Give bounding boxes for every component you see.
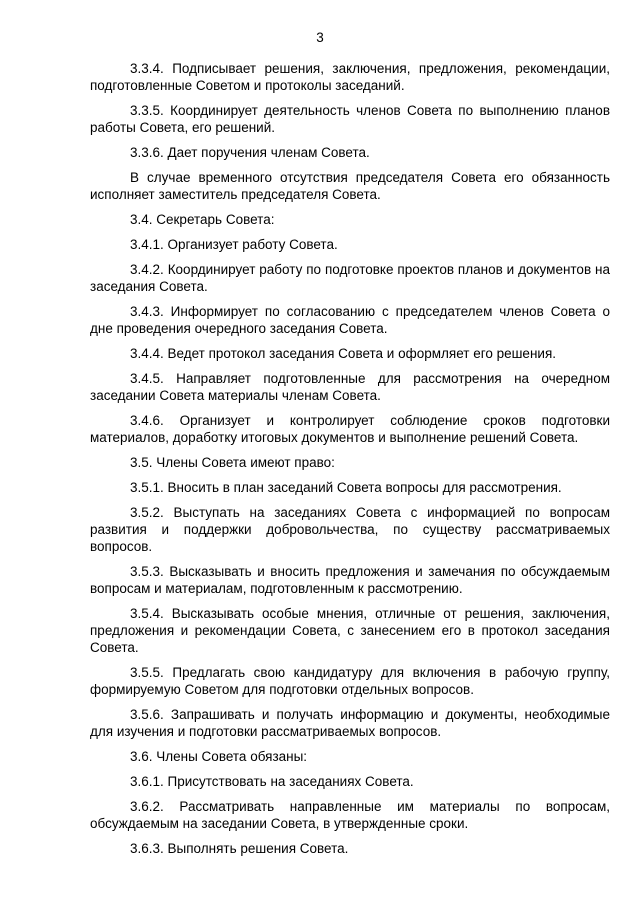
- page-number: 3: [316, 30, 324, 45]
- paragraph-3-4-1: 3.4.1. Организует работу Совета.: [130, 237, 338, 252]
- paragraph-3-6-3: 3.6.3. Выполнять решения Совета.: [130, 841, 349, 856]
- paragraph-3-5-5: 3.5.5. Предлагать свою кандидатуру для включения в рабочую группу, формируемую Советом для подготовки отдельных вопросов.: [90, 665, 610, 697]
- paragraph-3-6-2: 3.6.2. Рассматривать направленные им материалы по вопросам, обсуждаемым на заседании Совета, в утвержденные сроки.: [90, 799, 610, 831]
- paragraph-3-4: 3.4. Секретарь Совета:: [130, 212, 275, 227]
- paragraph-3-5: 3.5. Члены Совета имеют право:: [130, 455, 335, 470]
- paragraph-3-4-5: 3.4.5. Направляет подготовленные для рассмотрения на очередном заседании Совета материалы членам Совета.: [90, 371, 610, 403]
- paragraph-3-3-6: 3.3.6. Дает поручения членам Совета.: [130, 145, 370, 160]
- paragraph-3-5-4: 3.5.4. Высказывать особые мнения, отличные от решения, заключения, предложения и рекомендации Совета, с занесением его в протокол заседания Совета.: [90, 606, 610, 655]
- paragraph-3-4-3: 3.4.3. Информирует по согласованию с председателем членов Совета о дне проведения очередного заседания Совета.: [90, 304, 610, 336]
- paragraph-3-5-2: 3.5.2. Выступать на заседаниях Совета с информацией по вопросам развития и поддержки добровольчества, по существу рассматриваемых вопросов.: [90, 505, 610, 554]
- paragraph-deputy-note: В случае временного отсутствия председателя Совета его обязанность исполняет заместитель председателя Совета.: [90, 170, 610, 202]
- paragraph-3-3-4: 3.3.4. Подписывает решения, заключения, предложения, рекомендации, подготовленные Советом и протоколы заседаний.: [90, 61, 610, 93]
- paragraph-3-6: 3.6. Члены Совета обязаны:: [130, 749, 308, 764]
- paragraph-3-5-3: 3.5.3. Высказывать и вносить предложения и замечания по обсуждаемым вопросам и материалам, подготовленным к рассмотрению.: [90, 564, 610, 596]
- document-body: [90, 60, 610, 865]
- paragraph-3-5-1: 3.5.1. Вносить в план заседаний Совета вопросы для рассмотрения.: [130, 480, 562, 495]
- paragraph-3-4-6: 3.4.6. Организует и контролирует соблюдение сроков подготовки материалов, доработку итоговых документов и выполнение решений Совета.: [90, 413, 610, 445]
- paragraph-3-6-1: 3.6.1. Присутствовать на заседаниях Совета.: [130, 774, 414, 789]
- paragraph-3-4-4: 3.4.4. Ведет протокол заседания Совета и оформляет его решения.: [130, 346, 557, 361]
- paragraph-3-5-6: 3.5.6. Запрашивать и получать информацию и документы, необходимые для изучения и подготовки рассматриваемых вопросов.: [90, 707, 610, 739]
- paragraph-3-4-2: 3.4.2. Координирует работу по подготовке проектов планов и документов на заседания Совета.: [90, 262, 610, 294]
- paragraph-3-3-5: 3.3.5. Координирует деятельность членов Совета по выполнению планов работы Совета, его решений.: [90, 103, 610, 135]
